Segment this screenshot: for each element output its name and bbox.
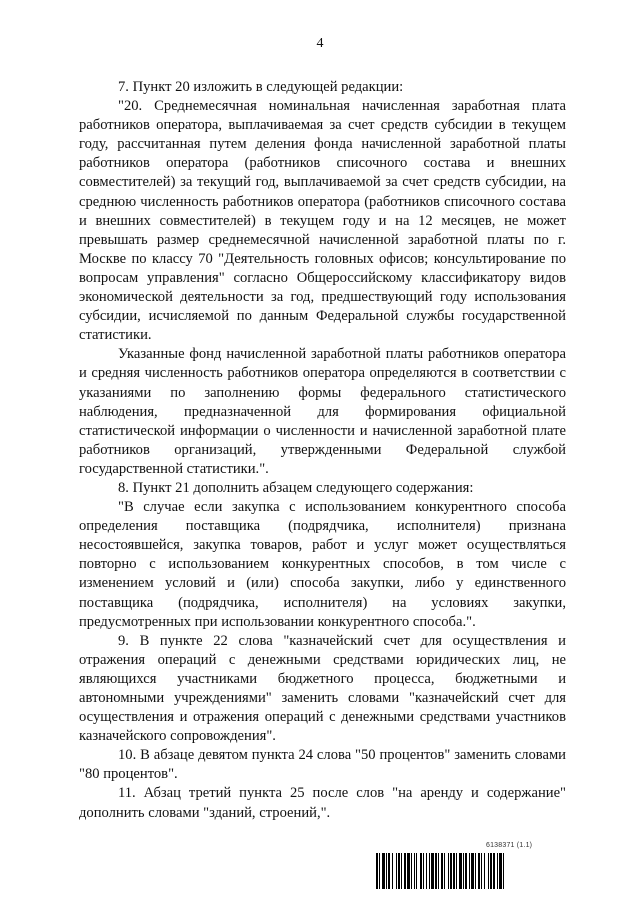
barcode-bar (465, 853, 467, 889)
barcode-bar (438, 853, 439, 889)
barcode-bar (398, 853, 400, 889)
barcode (376, 853, 566, 889)
barcode-bar (386, 853, 387, 889)
barcode-bar (463, 853, 464, 889)
barcode-bar (493, 853, 495, 889)
barcode-bar (382, 853, 385, 889)
barcode-bar (401, 853, 402, 889)
document-body (79, 78, 566, 823)
barcode-bar (435, 853, 437, 889)
barcode-bar (411, 853, 412, 889)
barcode-bar (453, 853, 455, 889)
barcode-bar (475, 853, 476, 889)
paragraph-item-10: 10. В абзаце девятом пункта 24 слова "50 процентов" заменить словами "80 процентов". (79, 747, 566, 783)
paragraph-item-20-text: "20. Среднемесячная номинальная начисленная заработная плата работников оператора, выплачиваемая за счет средств субсидии в текущем году, рассчитанная путем деления фонда начисленной заработной платы работников оператора (работников списочного состава и внешних совместителей) за текущий год, выплачиваемой за счет средств субсидии, на среднюю численность работников оператора (работников списочного состава и внешних совместителей) в текущем году и на 12 месяцев, не может превышать размер среднемесячной начисленной заработной платы по г. Москве по классу 70 "Деятельность головных офисов; консультирование по вопросам управления" согласно Общероссийскому классификатору видов экономической деятельности за год, предшествующий году использования субсидии, исчисляемой по данным Федеральной службы государственной статистики. (79, 98, 566, 344)
paragraph-item-11: 11. Абзац третий пункта 25 после слов "на аренду и содержание" дополнить словами "зданий, строений,". (79, 785, 566, 821)
barcode-bar (431, 853, 434, 889)
barcode-bar (376, 853, 378, 889)
barcode-bar (478, 853, 480, 889)
paragraph-fund-definition: Указанные фонд начисленной заработной платы работников оператора и средняя численность работников оператора определяются в соответствии с указаниями по заполнению формы федерального статистического наблюдения, предназначенной для формирования официальной статистической информации о численности и начисленной заработной плате работников организаций, утвержденными Федеральной службой государственной статистики.". (79, 346, 566, 477)
barcode-bar (503, 853, 504, 889)
barcode-bar (426, 853, 427, 889)
barcode-bar (396, 853, 397, 889)
barcode-bar (379, 853, 380, 889)
barcode-bar (444, 853, 445, 889)
barcode-bar (404, 853, 406, 889)
barcode-bar (497, 853, 498, 889)
barcode-bar (392, 853, 393, 889)
barcode-bar (484, 853, 485, 889)
barcode-bar (471, 853, 474, 889)
barcode-bar (450, 853, 452, 889)
barcode-bar (441, 853, 443, 889)
paragraph-item-8: 8. Пункт 21 дополнить абзацем следующего содержания: (118, 479, 474, 496)
barcode-bar (459, 853, 462, 889)
barcode-bar (499, 853, 502, 889)
barcode-bar (481, 853, 482, 889)
barcode-bar (456, 853, 457, 889)
barcode-bar (429, 853, 430, 889)
barcode-bar (420, 853, 422, 889)
paragraph-item-21-addition: "В случае если закупка с использованием конкурентного способа определения поставщика (подрядчика, исполнителя) признана несостоявшейся, закупка товаров, работ и услуг может осуществляться повторно с использованием конкурентных способов, в том числе с изменением условий и (или) способа закупки, либо у единственного поставщика (подрядчика, исполнителя) на условиях закупки, предусмотренных при использовании конкурентного способа.". (79, 499, 566, 630)
barcode-bar (469, 853, 470, 889)
barcode-bar (448, 853, 449, 889)
barcode-bar (488, 853, 489, 889)
barcode-bar (423, 853, 424, 889)
barcode-bar (416, 853, 417, 889)
barcode-bar (490, 853, 492, 889)
paragraph-item-7: 7. Пункт 20 изложить в следующей редакции: (118, 79, 404, 95)
page-number: 4 (316, 36, 324, 51)
barcode-bar (414, 853, 415, 889)
document-code: 6138371 (1.1) (486, 842, 533, 849)
barcode-bar (388, 853, 390, 889)
barcode-bar (407, 853, 410, 889)
paragraph-item-9: 9. В пункте 22 слова "казначейский счет для осуществления и отражения операций с денежными средствами юридических лиц, не являющихся участниками бюджетного процесса, бюджетными и автономными учреждениями" заменить словами "казначейский счет для осуществления и отражения операций с денежными средствами участников казначейского сопровождения". (79, 632, 566, 745)
